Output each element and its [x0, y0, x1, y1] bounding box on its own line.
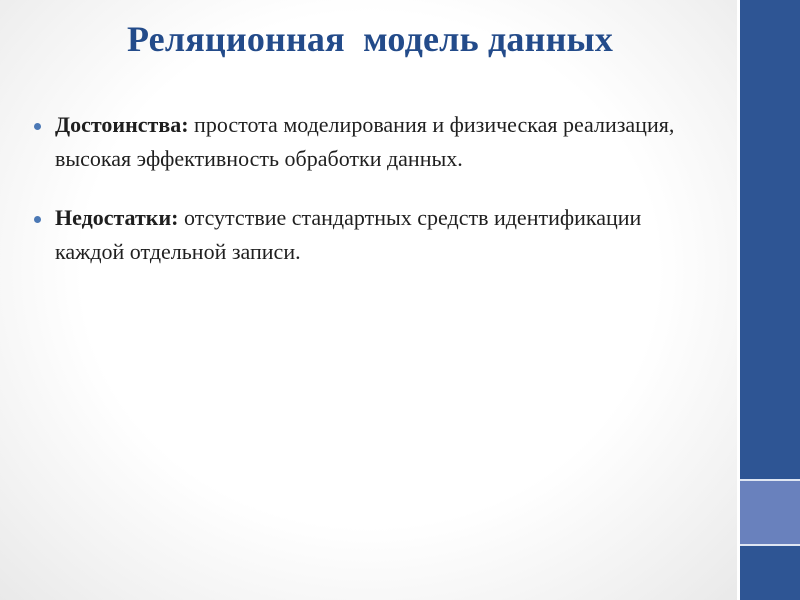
bullet-dot-icon [34, 216, 41, 223]
bullet-term: Достоинства: [55, 112, 189, 137]
bullet-item-disadvantages [34, 201, 694, 269]
slide-title: Реляционная модель данных [126, 19, 614, 59]
bullet-dot-icon [34, 123, 41, 130]
bullet-item-advantages [34, 108, 694, 176]
bullet-text: отсутствие стандартных средств идентификации каждой отдельной записи. [55, 205, 642, 264]
side-accent-block [740, 481, 800, 544]
bullet-term: Недостатки: [55, 205, 179, 230]
bullet-text: простота моделирования и физическая реализация, высокая эффективность обработки данных. [55, 112, 675, 171]
bullet-list [34, 108, 694, 294]
side-accent-separator-bottom [740, 544, 800, 546]
